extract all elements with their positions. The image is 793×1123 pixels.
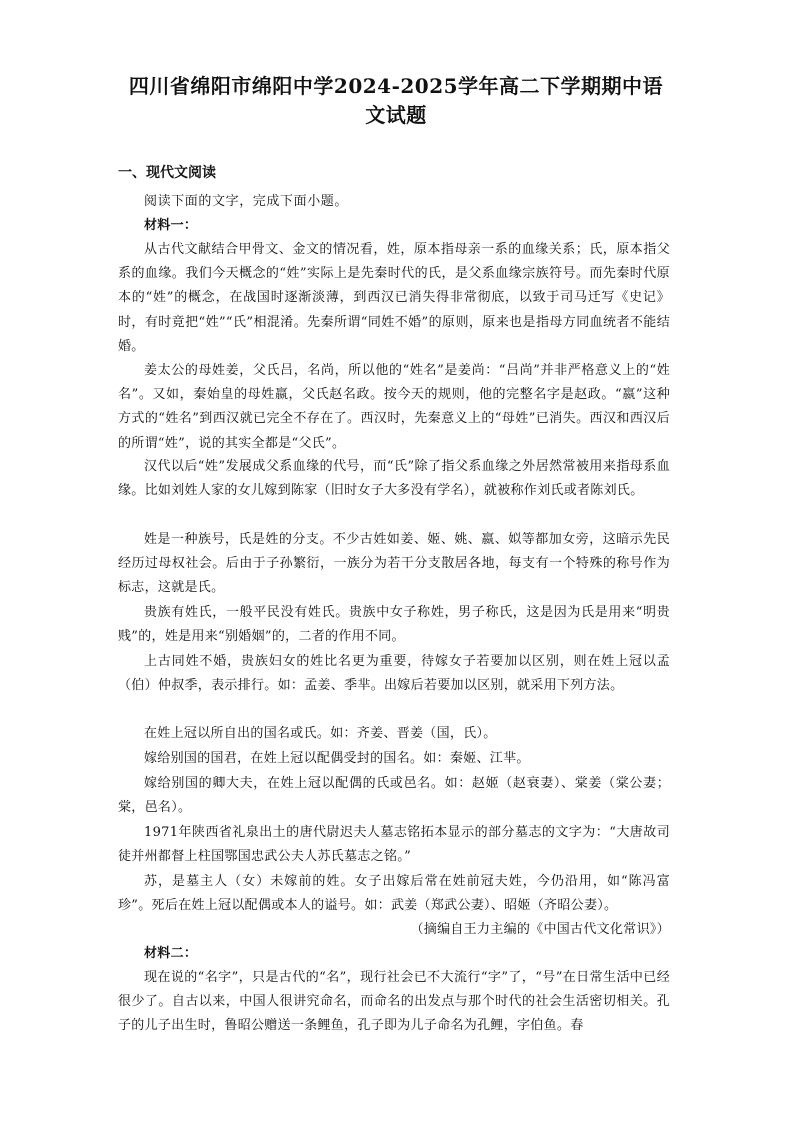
material2-label: 材料二： [144,946,198,961]
section-heading: 一、现代文阅读 [118,165,216,181]
document-title-line1: 四川省绵阳市绵阳中学2024-2025学年高二下学期期中语 [128,74,664,98]
document-title-line2: 文试题 [365,103,427,127]
reading-instruction: 阅读下面的文字，完成下面小题。 [144,194,349,209]
paragraph: 上古同姓不婚，贵族妇女的姓比名更为重要，待嫁女子若要加以区别，则在姓上冠以孟（伯）仲叔季，表示排行。如：孟姜、季芈。出嫁后若要加以区别，就采用下列方法。 [118,654,670,694]
paragraph: 在姓上冠以所自出的国名或氏。如：齐姜、晋姜（国，氏）。 [144,726,497,741]
paragraph: 姓是一种族号，氏是姓的分支。不少古姓如姜、姬、姚、嬴、姒等都加女旁，这暗示先民经历过母权社会。后由于子孙繁衍，一族分为若干分支散居各地，每支有一个特殊的称号作为标志，这就是氏。 [118,532,670,596]
paragraph: 嫁给别国的卿大夫，在姓上冠以配偶的氏或邑名。如：赵姬（赵衰妻）、棠姜（棠公妻；棠，邑名）。 [118,776,670,816]
paragraph: 汉代以后“姓”发展成父系血缘的代号，而“氏”除了指父系血缘之外居然常被用来指母系血缘。比如刘姓人家的女儿嫁到陈家（旧时女子大多没有学名），就被称作刘氏或者陈刘氏。 [118,459,670,499]
paragraph: 贵族有姓氏，一般平民没有姓氏。贵族中女子称姓，男子称氏，这是因为氏是用来“明贵贱”的，姓是用来“别婚姻”的，二者的作用不同。 [118,605,670,645]
paragraph: 现在说的“名字”，只是古代的“名”，现行社会已不大流行“字”了，“号”在日常生活中已经很少了。自古以来，中国人很讲究命名，而命名的出发点与那个时代的社会生活密切相关。孔子的儿子出生时，鲁昭公赠送一条鲤鱼，孔子即为儿子命名为孔鲤，字伯鱼。春 [118,970,670,1034]
paragraph: 姜太公的母姓姜，父氏吕，名尚，所以他的“姓名”是姜尚：“吕尚”并非严格意义上的“姓名”。又如，秦始皇的母姓嬴，父氏赵名政。按今天的规则，他的完整名字是赵政。“嬴”这种方式的“姓名”到西汉就已完全不存在了。西汉时，先秦意义上的“母姓”已消失。西汉和西汉后的所谓“姓”，说的其实全都是“父氏”。 [118,363,670,451]
paragraph: 苏，是墓主人（女）未嫁前的姓。女子出嫁后常在姓前冠夫姓，今仍沿用，如“陈冯富珍”。死后在姓上冠以配偶或本人的谥号。如：武姜（郑武公妻）、昭姬（齐昭公妻）。 [118,874,670,914]
paragraph: 从古代文献结合甲骨文、金文的情况看，姓，原本指母亲一系的血缘关系；氏，原本指父系的血缘。我们今天概念的“姓”实际上是先秦时代的氏，是父系血缘宗族符号。而先秦时代原本的“姓”的概念，在战国时逐渐淡薄，到西汉已消失得非常彻底，以致于司马迁写《史记》时，有时竟把“姓”“氏”相混淆。先秦所谓“同姓不婚”的原则，原来也是指母方同血统者不能结婚。 [118,242,670,354]
material1-label: 材料一： [144,218,198,233]
source-citation: （摘编自王力主编的《中国古代文化常识》） [410,922,670,937]
paragraph: 嫁给别国的国君，在姓上冠以配偶受封的国名。如：秦姬、江芈。 [144,751,530,766]
paragraph: 1971年陕西省礼泉出土的唐代尉迟夫人墓志铭拓本显示的部分墓志的文字为：“大唐故司徒并州都督上柱国鄂国忠武公夫人苏氏墓志之铭。” [118,825,670,865]
